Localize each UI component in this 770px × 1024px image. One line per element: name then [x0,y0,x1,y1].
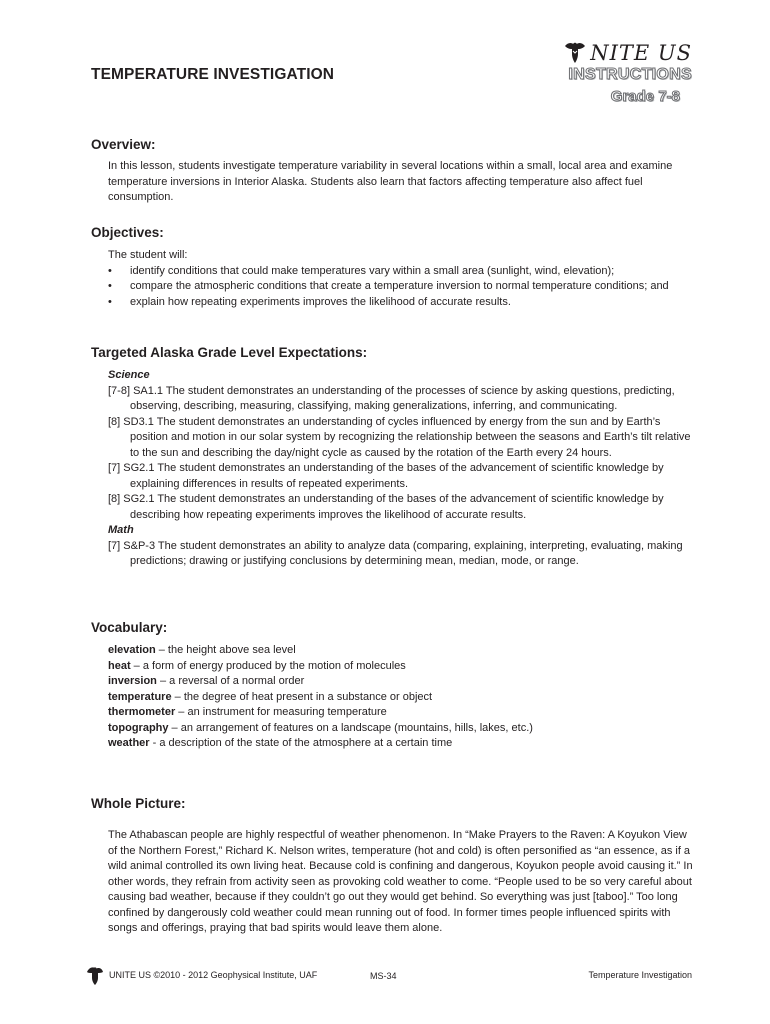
overview-text [108,159,698,206]
logo-text: NITE US [590,41,692,65]
whole-picture-text [108,828,696,937]
bullet-icon: • [108,295,112,308]
vocabulary-heading: Vocabulary: [91,620,168,635]
bullet-icon: • [108,264,112,277]
vocab-item: temperature – the degree of heat present in a substance or object [108,690,433,703]
page-title: TEMPERATURE INVESTIGATION [91,66,335,83]
footer-title: Temperature Investigation [588,970,692,980]
objectives-heading: Objectives: [91,225,164,240]
instructions-label: INSTRUCTIONS [568,66,692,83]
list-item: • identify conditions that could make temperatures vary within a small area (sunlight, wind, elevation); [108,264,698,280]
raven-logo-icon [562,40,588,66]
unite-us-logo [542,34,692,114]
objectives-list [108,248,698,310]
list-item: • explain how repeating experiments improves the likelihood of accurate results. [108,295,698,311]
objectives-bullets [108,264,698,311]
math-subheading: Math [108,524,134,536]
gle-item: [8] SD3.1 The student demonstrates an understanding of cycles influenced by energy from the sun and by Earth’s position and motion in our solar system by recognizing the relationship between the seasons and Earth’s tilt relative to the sun and describing the day/night cycle as caused by the rotation of the Earth every 24 hours. [108,415,691,459]
vocab-item: topography – an arrangement of features on a landscape (mountains, hills, lakes, etc.) [108,721,533,734]
list-item: • compare the atmospheric conditions that create a temperature inversion to normal temperature conditions; and [108,279,698,295]
vocabulary-list [108,643,698,752]
logo-row [562,34,692,66]
whole-picture-heading: Whole Picture: [91,796,186,811]
grade-label: Grade 7-8 [610,88,680,105]
gle-item: [7-8] SA1.1 The student demonstrates an understanding of the processes of science by asking questions, predicting, observing, describing, measuring, classifying, making generalizations, inferring, and communicating. [108,384,675,412]
whole-picture-paragraph: The Athabascan people are highly respectful of weather phenomenon. In “Make Prayers to the Raven: A Koyukon View of the Northern Forest,” Richard K. Nelson writes, temperature (hot and cold) is often personified as “an essence, as if a wild animal controlled its own living heat. Because cold is confining and dangerous, Koyukon people avoid causing it.” In other words, they refrain from activity seen as provoking cold weather to come. “People used to be so very careful about causing bad weather, because if they couldn’t go out they would get behind. So everything was just [taboo].” Too long confined by dangerously cold weather could mean running out of food. In former times people influenced spirits with songs and offerings, praying that bad spirits would leave them alone. [108,829,693,934]
vocab-item: thermometer – an instrument for measuring temperature [108,706,387,718]
gle-content [108,368,696,570]
overview-heading: Overview: [91,137,156,152]
science-subheading: Science [108,369,150,381]
footer-copyright: UNITE US ©2010 - 2012 Geophysical Institute, UAF [109,970,318,980]
page-number: MS-34 [370,971,397,981]
gle-item: [7] S&P-3 The student demonstrates an ability to analyze data (comparing, explaining, interpreting, evaluating, making predictions; drawing or justifying conclusions by determining mean, median, mode, or range. [108,539,683,567]
overview-paragraph: In this lesson, students investigate temperature variability in several locations within a small, local area and examine temperature inversions in Interior Alaska. Students also learn that factors affecting temperature also affect fuel consumption. [108,160,673,203]
objectives-intro: The student will: [108,249,188,261]
bullet-icon: • [108,280,112,292]
gle-heading: Targeted Alaska Grade Level Expectations: [91,345,368,360]
raven-footer-icon [85,964,105,986]
gle-item: [7] SG2.1 The student demonstrates an understanding of the bases of the advancement of scientific knowledge by explaining differences in results of repeated experiments. [108,462,664,490]
vocab-item: elevation – the height above sea level [108,644,296,656]
gle-item: [8] SG2.1 The student demonstrates an understanding of the bases of the advancement of scientific knowledge by describing how repeating experiments improves the likelihood of accurate results. [108,493,664,521]
vocab-item: heat – a form of energy produced by the motion of molecules [108,659,406,672]
vocab-item: weather - a description of the state of the atmosphere at a certain time [108,737,453,749]
page-footer [0,960,770,1000]
vocab-item: inversion – a reversal of a normal order [108,675,305,687]
